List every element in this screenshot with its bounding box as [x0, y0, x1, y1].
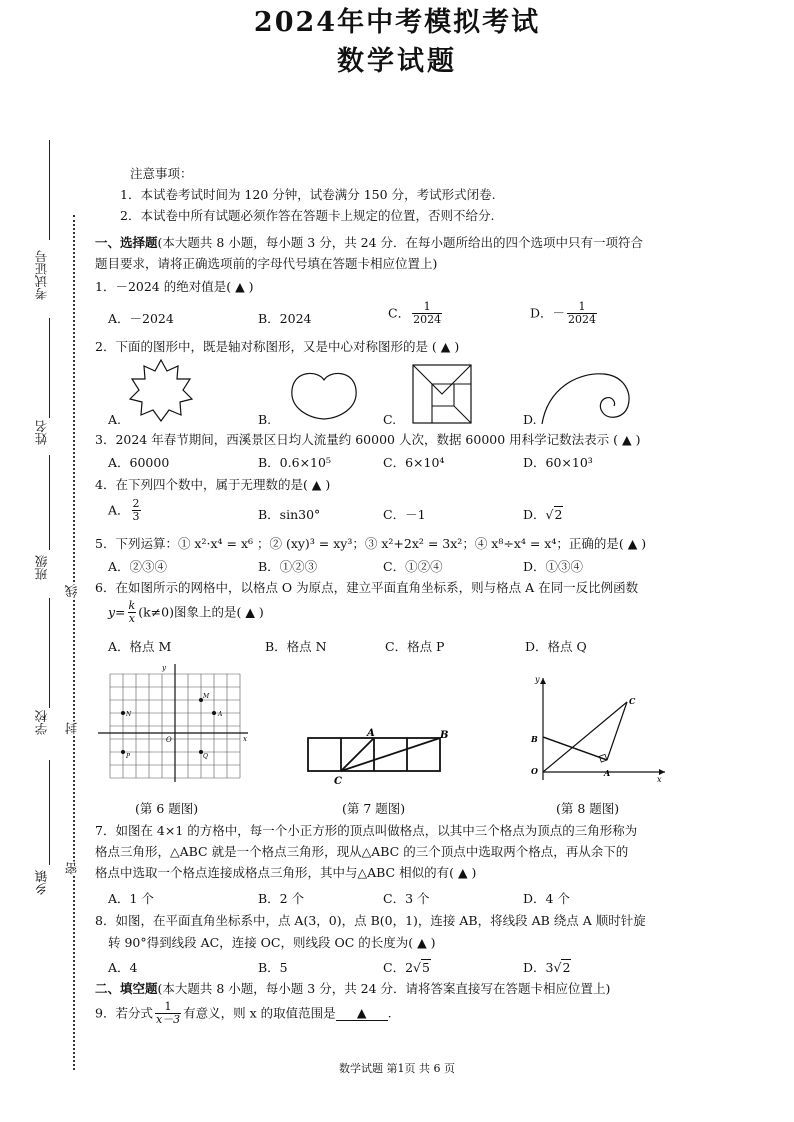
q7-line3: 格点中选取一个格点连接成格点三角形，其中与△ABC 相似的有( ▲ ) — [95, 865, 477, 880]
q4-option-a: A． $\frac{2}{3}$ — [108, 497, 140, 523]
q3-option-d: D．60×10³ — [523, 455, 593, 470]
fig6-label-m: M — [203, 693, 210, 700]
q2-option-a: A. — [108, 412, 122, 427]
sidebar-label-school: 学校 — [34, 710, 49, 735]
sidebar-line — [49, 455, 50, 550]
seal-mark-line: 线 — [64, 585, 79, 598]
q6-option-c: C．格点 P — [385, 639, 445, 654]
q7-line2: 格点三角形，△ABC 就是一个格点三角形，现从△ABC 的三个顶点中选取两个格点，再从余下的 — [95, 844, 629, 859]
sidebar-label-class: 班级 — [34, 555, 49, 580]
notice-heading: 注意事项： — [130, 166, 193, 181]
q2-option-c: C. — [383, 412, 397, 427]
sidebar-line — [49, 760, 50, 865]
q2-figure-d-spiral — [538, 368, 634, 426]
fig8-label-o: O — [531, 766, 538, 776]
q7-option-a: A．1 个 — [108, 891, 154, 906]
q4-option-b: B．sin30° — [258, 507, 321, 522]
q2-figure-b-heart — [288, 368, 360, 422]
q6-option-d: D．格点 Q — [525, 639, 587, 654]
q3-option-a: A．60000 — [108, 455, 170, 470]
q1-option-c: C． $\frac{1}{2024}$ — [388, 300, 442, 326]
q8-line2: 转 90°得到线段 AC，连接 OC，则线段 OC 的长度为( ▲ ) — [108, 935, 436, 950]
q6-stem-line2: y= $\frac{k}{x}$ (k≠0)图象上的是( ▲ ) — [108, 599, 264, 625]
q3-stem: 3．2024 年春节期间，西溪景区日均人流量约 60000 人次，数据 60000 用科学记数法表示 ( ▲ ) — [95, 432, 641, 447]
q5-option-b: B．①②③ — [258, 559, 318, 574]
fig6-label-p: P — [126, 753, 131, 760]
q2-figure-a-gear — [126, 358, 196, 424]
q5-stem: 5．下列运算：① x²·x⁴ = x⁶ ；② (xy)³ = xy³；③ x²+2x² = 3x²；④ x⁸÷x⁴ = x⁴；正确的是( ▲ ) — [95, 536, 647, 551]
page-footer: 数学试题 第1页 共 6 页 — [339, 1062, 455, 1075]
q4-stem: 4．在下列四个数中，属于无理数的是( ▲ ) — [95, 477, 331, 492]
figure-7-strip — [300, 724, 458, 788]
fig6-label-o: O — [166, 736, 172, 744]
sidebar-label-exam-id: 考试证号 — [34, 250, 49, 300]
fig6-label-y: y — [162, 664, 166, 672]
fig8-label-x: x — [657, 775, 662, 784]
q3-option-c: C．6×10⁴ — [383, 455, 445, 470]
section1-header-line2: 题目要求，请将正确选项前的字母代号填在答题卡相应位置上) — [95, 256, 438, 271]
sidebar-line — [49, 140, 50, 240]
fig7-label-b: B — [440, 730, 449, 741]
seal-mark-seal: 封 — [64, 722, 79, 735]
q9-answer-blank: ▲ — [336, 1005, 388, 1021]
fig7-caption: (第 7 题图) — [342, 801, 406, 816]
fig8-label-y: y — [535, 675, 540, 684]
fig6-label-n: N — [126, 711, 132, 718]
q6-option-b: B．格点 N — [265, 639, 327, 654]
q8-option-a: A．4 — [108, 960, 138, 975]
q6-stem: 6．在如图所示的网格中，以格点 O 为原点，建立平面直角坐标系，则与格点 A 在同一反比例函数 — [95, 580, 639, 595]
fig8-caption: (第 8 题图) — [556, 801, 620, 816]
q5-option-c: C．①②④ — [383, 559, 443, 574]
fig6-label-q: Q — [203, 753, 208, 760]
q5-option-a: A．②③④ — [108, 559, 168, 574]
q6-option-a: A．格点 M — [108, 639, 172, 654]
sidebar-line — [49, 598, 50, 708]
notice-item-2: 2．本试卷中所有试题必须作答在答题卡上规定的位置，否则不给分. — [120, 208, 495, 223]
fig7-label-a: A — [367, 728, 375, 739]
fig6-label-x: x — [243, 735, 247, 743]
q8-option-c: C．2√5 — [383, 960, 430, 975]
notice-item-1: 1．本试卷考试时间为 120 分钟，试卷满分 150 分，考试形式闭卷. — [120, 187, 496, 202]
fig8-label-c: C — [629, 696, 636, 706]
q7-option-c: C．3 个 — [383, 891, 430, 906]
q4-option-d: D．√2 — [523, 507, 563, 522]
exam-subtitle: 数学试题 — [337, 46, 457, 77]
q7-option-b: B．2 个 — [258, 891, 305, 906]
q5-option-d: D．①③④ — [523, 559, 584, 574]
q2-figure-c-pinwheel — [410, 362, 474, 426]
q1-option-a: A．－2024 — [108, 311, 174, 326]
seal-mark-secret: 密 — [64, 862, 79, 875]
q7-line1: 7．如图在 4×1 的方格中，每一个小正方形的顶点叫做格点，以其中三个格点为顶点的三角形称为 — [95, 823, 638, 838]
section2-header: 二、填空题(本大题共 8 小题，每小题 3 分，共 24 分．请将答案直接写在答题卡相应位置上) — [95, 981, 611, 996]
q8-line1: 8．如图，在平面直角坐标系中，点 A(3，0)，点 B(0，1)，连接 AB，将线段 AB 绕点 A 顺时针旋 — [95, 913, 646, 928]
figure-6-grid — [96, 662, 252, 784]
fig8-label-a: A — [604, 768, 611, 778]
q1-stem: 1．－2024 的绝对值是( ▲ ) — [95, 279, 254, 294]
q3-option-b: B．0.6×10⁵ — [258, 455, 331, 470]
q4-option-c: C．－1 — [383, 507, 426, 522]
q2-option-d: D. — [523, 412, 537, 427]
exam-title: 2024年中考模拟考试 — [253, 7, 541, 38]
fig6-caption: (第 6 题图) — [135, 801, 199, 816]
sidebar-line — [49, 318, 50, 418]
figure-8-coordinate — [525, 672, 670, 784]
q9: 9．若分式 $\frac{1}{x-3}$ 有意义，则 x 的取值范围是 ▲ . — [95, 1000, 392, 1026]
q7-option-d: D．4 个 — [523, 891, 570, 906]
q1-option-b: B．2024 — [258, 311, 312, 326]
sidebar-label-township: 乡镇 — [34, 870, 49, 895]
q2-option-b: B. — [258, 412, 272, 427]
fig7-label-c: C — [334, 776, 342, 787]
fig8-label-b: B — [531, 734, 538, 744]
seal-dotted-line — [73, 215, 75, 1070]
fig6-label-a: A — [218, 711, 223, 718]
section1-header: 一、选择题(本大题共 8 小题，每小题 3 分，共 24 分．在每小题所给出的四个选项中只有一项符合 — [95, 235, 644, 250]
sidebar-label-name: 姓名 — [34, 420, 49, 445]
q2-stem: 2．下面的图形中，既是轴对称图形，又是中心对称图形的是 ( ▲ ) — [95, 339, 460, 354]
q1-option-d: D．－ $\frac{1}{2024}$ — [530, 300, 597, 326]
q8-option-d: D．3√2 — [523, 960, 571, 975]
q8-option-b: B．5 — [258, 960, 288, 975]
